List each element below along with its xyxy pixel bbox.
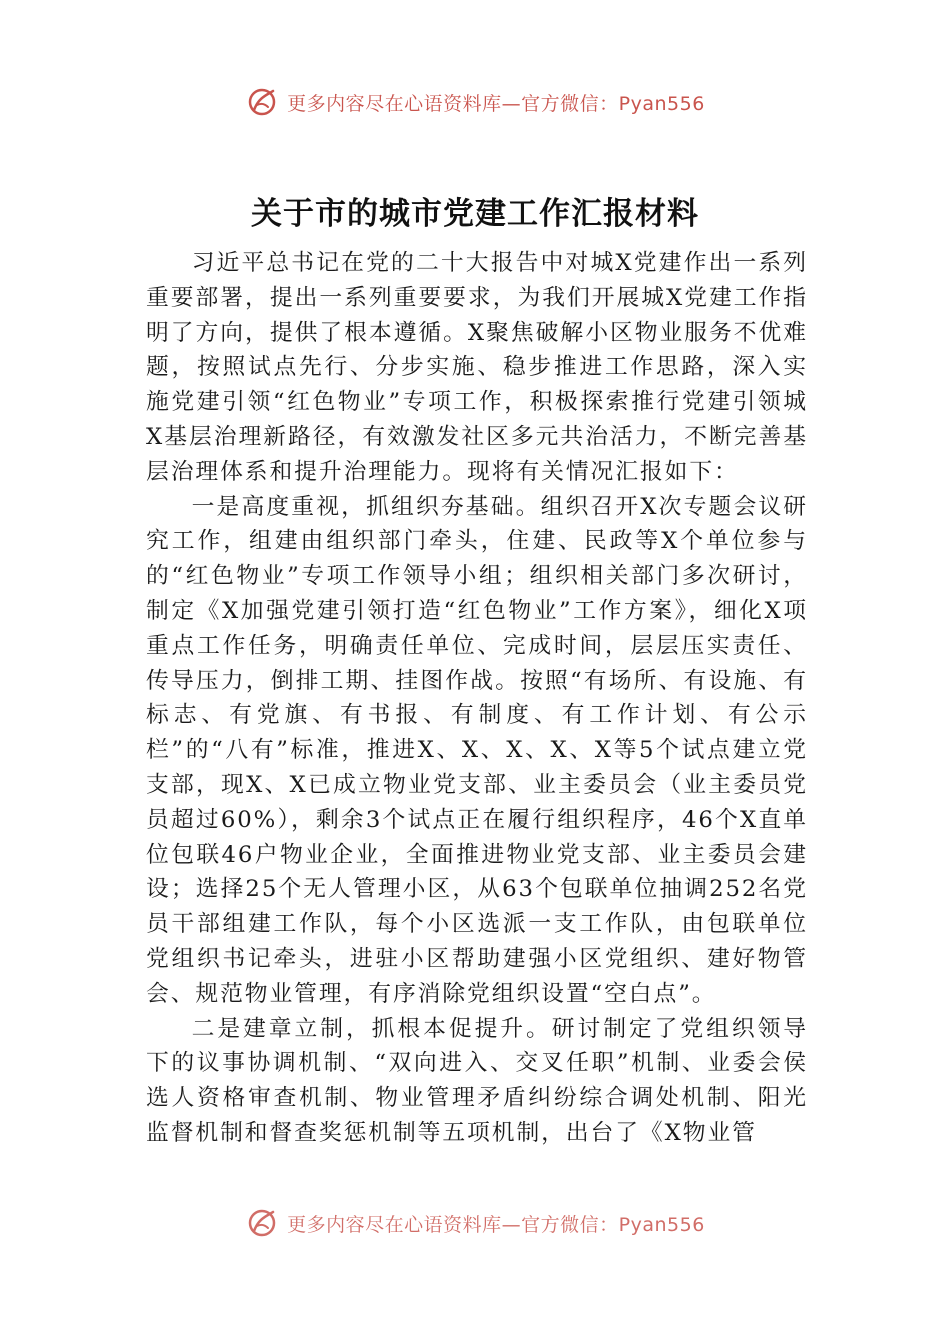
paragraph-organization: 一是高度重视，抓组织夯基础。组织召开X次专题会议研究工作，组建由组织部门牵头，住建、民政等X个单位参与的“红色物业”专项工作领导小组；组织相关部门多次研讨，制定《X加强党建引领打造“红色物业”工作方案》，细化X项重点工作任务，明确责任单位、完成时间，层层压实责任、传导压力，倒排工期、挂图作战。按照“有场所、有设施、有标志、有党旗、有书报、有制度、有工作计划、有公示栏”的“八有”标准，推进X、X、X、X、X等5个试点建立党支部，现X、X已成立物业党支部、业主委员会（业主委员党员超过60%），剩余3个试点正在履行组织程序，46个X直单位包联46户物业企业，全面推进物业党支部、业主委员会建设；选择25个无人管理小区，从63个包联单位抽调252名党员干部组建工作队，每个小区选派一支工作队，由包联单位党组织书记牵头，进驻小区帮助建强小区党组织、建好物管会、规范物业管理，有序消除党组织设置“空白点”。 bbox=[146, 493, 808, 1007]
paragraph-mechanism: 二是建章立制，抓根本促提升。研讨制定了党组织领导下的议事协调机制、“双向进入、交叉任职”机制、业委会侯选人资格审查机制、物业管理矛盾纠纷综合调处机制、阳光监督机制和督查奖惩机制等五项机制，出台了《X物业管 bbox=[146, 1015, 808, 1146]
watermark-text: 更多内容尽在心语资料库—官方微信：Pyan556 bbox=[287, 92, 705, 115]
logo-icon bbox=[245, 1206, 279, 1240]
watermark-header bbox=[0, 84, 950, 120]
document-body bbox=[146, 246, 808, 1206]
watermark-footer bbox=[0, 1208, 950, 1238]
paragraph-intro: 习近平总书记在党的二十大报告中对城X党建作出一系列重要部署，提出一系列重要要求，为我们开展城X党建工作指明了方向，提供了根本遵循。X聚焦破解小区物业服务不优难题，按照试点先行、分步实施、稳步推进工作思路，深入实施党建引领“红色物业”专项工作，积极探索推行党建引领城X基层治理新路径，有效激发社区多元共治活力，不断完善基层治理体系和提升治理能力。现将有关情况汇报如下： bbox=[146, 250, 808, 485]
logo-icon bbox=[245, 85, 279, 119]
watermark-text: 更多内容尽在心语资料库—官方微信：Pyan556 bbox=[287, 1213, 705, 1236]
document-title: 关于市的城市党建工作汇报材料 bbox=[251, 196, 699, 232]
